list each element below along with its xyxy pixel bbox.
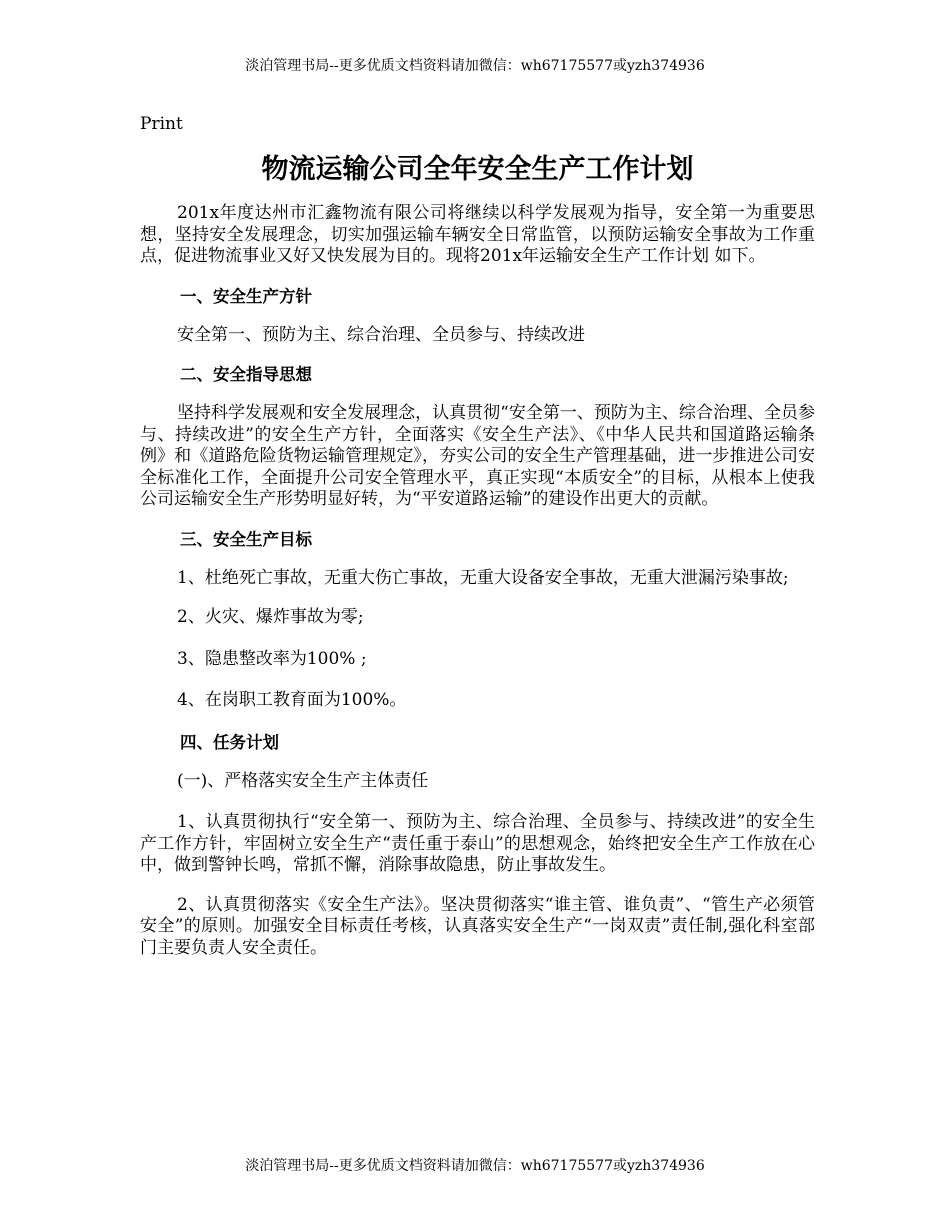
task-item: 1、认真贯彻执行“安全第一、预防为主、综合治理、全员参与、持续改进”的安全生产工作方针，牢固树立安全生产“责任重于泰山”的思想观念，始终把安全生产工作放在心中，做到警钟长鸣，常抓不懈，消除事故隐患，防止事故发生。 (140, 812, 815, 875)
section-heading-goals: 三、安全生产目标 (180, 529, 312, 549)
intro-paragraph: 201x年度达州市汇鑫物流有限公司将继续以科学发展观为指导，安全第一为重要思想，坚持安全发展理念，切实加强运输车辆安全日常监管，以预防运输安全事故为工作重点，促进物流事业又好又快发展为目的。现将201x年运输安全生产工作计划 如下。 (140, 203, 815, 266)
page-header: 淡泊管理书局--更多优质文档资料请加微信：wh67175577或yzh374936 (245, 58, 705, 74)
goal-item: 3、隐患整改率为100% ; (177, 648, 367, 669)
goal-item: 1、杜绝死亡事故，无重大伤亡事故，无重大设备安全事故，无重大泄漏污染事故; (177, 567, 789, 588)
print-label: Print (140, 114, 183, 134)
task-item: 2、认真贯彻落实《安全生产法》。坚决贯彻落实“谁主管、谁负责”、“管生产必须管安全”的原则。加强安全目标责任考核，认真落实安全生产“一岗双责”责任制,强化科室部门主要负责人安全责任。 (140, 894, 815, 958)
goal-item: 2、火灾、爆炸事故为零; (177, 607, 364, 627)
document-body (140, 113, 815, 977)
section-heading-task-plan: 四、任务计划 (180, 732, 279, 752)
task-subheading: (一)、严格落实安全生产主体责任 (177, 770, 429, 791)
policy-text: 安全第一、预防为主、综合治理、全员参与、持续改进 (177, 324, 585, 345)
section-heading-guiding-thought: 二、安全指导思想 (180, 365, 312, 384)
page-footer: 淡泊管理书局--更多优质文档资料请加微信：wh67175577或yzh374936 (245, 1158, 705, 1174)
goal-item: 4、在岗职工教育面为100%。 (177, 690, 407, 710)
section-heading-policy: 一、安全生产方针 (180, 286, 312, 306)
guiding-thought-text: 坚持科学发展观和安全发展理念，认真贯彻“安全第一、预防为主、综合治理、全员参与、持续改进”的安全生产方针，全面落实《安全生产法》、《中华人民共和国道路运输条例》和《道路危险货物运输管理规定》，夯实公司的安全生产管理基础，进一步推进公司安全标准化工作，全面提升公司安全管理水平，真正实现“本质安全”的目标，从根本上使我公司运输安全生产形势明显好转，为“平安道路运输”的建设作出更大的贡献。 (140, 403, 815, 509)
document-title: 物流运输公司全年安全生产工作计划 (261, 154, 694, 185)
